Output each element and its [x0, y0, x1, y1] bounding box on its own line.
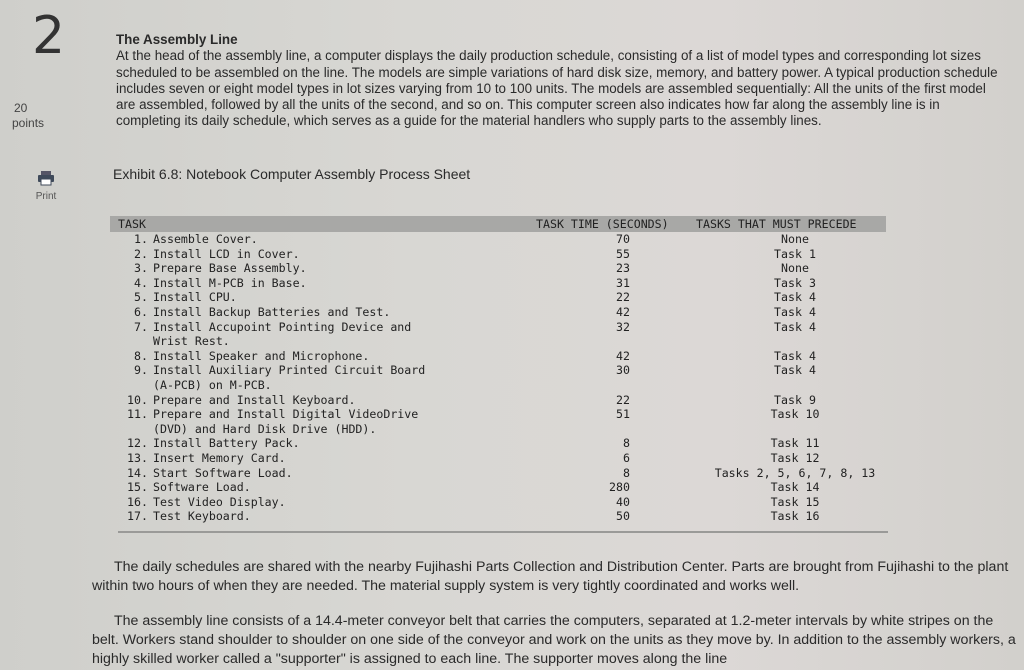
- section-title: The Assembly Line: [116, 32, 238, 47]
- task-predecessors: Task 14: [770, 480, 820, 495]
- table-row: [110, 305, 886, 320]
- task-predecessors: Task 16: [770, 509, 820, 524]
- task-description: Wrist Rest.: [153, 334, 230, 349]
- task-predecessors: Task 9: [774, 392, 816, 407]
- table-bottom-rule: [118, 531, 888, 533]
- question-number: 2: [32, 6, 66, 66]
- intro-paragraph: At the head of the assembly line, a computer displays the daily production schedule, consisting of a list of model types and corresponding lot sizes scheduled to be assembled on the line. The models are simple variations of hard disk size, memory, and battery power. A typical production schedule includes seven or eight model types in lot sizes varying from 10 to 100 units. The models are assembled sequentially: All the units of the first model are assembled, followed by all the units of the second, and so on. This computer screen also indicates how far along the assembly line is in completing its daily schedule, which serves as a guide for the material handlers who supply parts to the assembly lines.: [116, 48, 998, 129]
- table-row: [110, 407, 886, 422]
- table-row: [110, 232, 886, 247]
- task-time: 8: [623, 465, 630, 480]
- task-predecessors: None: [781, 261, 809, 276]
- print-label: Print: [35, 191, 57, 202]
- task-time: 42: [616, 348, 630, 363]
- task-predecessors: Task 11: [770, 436, 820, 451]
- task-description: Assemble Cover.: [153, 232, 258, 246]
- task-time: 30: [616, 363, 630, 378]
- table-row: [110, 509, 886, 524]
- task-description: Prepare Base Assembly.: [153, 261, 307, 276]
- table-row: [110, 451, 886, 466]
- task-number: 16.: [127, 494, 148, 509]
- table-row: [110, 466, 886, 481]
- task-description: Prepare and Install Keyboard.: [153, 392, 356, 407]
- exhibit-title: Exhibit 6.8: Notebook Computer Assembly Process Sheet: [113, 166, 471, 182]
- task-number: 15.: [127, 480, 148, 495]
- task-number: 9.: [134, 363, 148, 378]
- task-description: Install LCD in Cover.: [153, 246, 300, 261]
- table-row: [110, 290, 886, 305]
- task-time: 50: [616, 509, 630, 524]
- header-task: TASK: [118, 217, 146, 231]
- table-row: [110, 422, 886, 437]
- task-number: 10.: [127, 392, 148, 407]
- task-predecessors: Task 4: [774, 348, 816, 363]
- table-row: [110, 261, 886, 276]
- paragraph-conveyor: The assembly line consists of a 14.4-meter conveyor belt that carries the computers, separated at 1.2-meter intervals by white stripes on the belt. Workers stand shoulder to shoulder on one side of the conveyor and work on the units as they move by. In addition to the assembly workers, a highly skilled worker called a "supporter" is assigned to each line. The supporter moves along the line: [92, 613, 1016, 667]
- task-time: 22: [616, 290, 630, 305]
- task-time: 42: [616, 304, 630, 319]
- print-button[interactable]: [30, 170, 62, 204]
- table-row: [110, 320, 886, 335]
- task-predecessors: Task 15: [770, 494, 820, 509]
- header-precede: TASKS THAT MUST PRECEDE: [696, 217, 857, 231]
- task-description: Install CPU.: [153, 290, 237, 305]
- task-number: 17.: [127, 509, 148, 524]
- task-description: Insert Memory Card.: [153, 450, 286, 465]
- task-predecessors: Task 12: [770, 450, 820, 465]
- task-number: 14.: [127, 465, 148, 480]
- task-description: Software Load.: [153, 480, 251, 495]
- task-predecessors: Task 10: [770, 407, 820, 422]
- task-description: (DVD) and Hard Disk Drive (HDD).: [153, 421, 377, 436]
- task-description: (A-PCB) on M-PCB.: [153, 377, 272, 392]
- task-time: 6: [623, 450, 630, 465]
- table-row: [110, 378, 886, 393]
- paragraph-supply: The daily schedules are shared with the nearby Fujihashi Parts Collection and Distribution Center. Parts are brought from Fujihashi to the plant within two hours of when they are needed. The material supply system is very tightly coordinated and works well.: [92, 559, 1009, 594]
- question-body: [116, 32, 1006, 130]
- header-time: TASK TIME (SECONDS): [536, 217, 669, 231]
- task-time: 23: [616, 261, 630, 276]
- task-time: 51: [616, 407, 630, 422]
- task-description: Install M-PCB in Base.: [153, 275, 307, 290]
- points-label: points: [12, 116, 45, 130]
- table-row: [110, 480, 886, 495]
- task-description: Install Auxiliary Printed Circuit Board: [153, 363, 426, 378]
- task-time: 280: [609, 480, 630, 495]
- task-time: 31: [616, 275, 630, 290]
- task-description: Install Accupoint Pointing Device and: [153, 319, 412, 334]
- points-info: [12, 101, 44, 131]
- task-time: 32: [616, 319, 630, 334]
- table-row: [110, 334, 886, 349]
- task-description: Install Battery Pack.: [153, 436, 300, 451]
- task-number: 2.: [134, 246, 148, 261]
- task-time: 8: [623, 436, 630, 451]
- task-time: 22: [616, 392, 630, 407]
- task-time: 55: [616, 246, 630, 261]
- task-description: Install Backup Batteries and Test.: [153, 304, 391, 319]
- task-predecessors: Tasks 2, 5, 6, 7, 8, 13: [714, 465, 876, 480]
- task-description: Test Video Display.: [153, 494, 286, 509]
- table-row: [110, 276, 886, 291]
- printer-icon: [37, 170, 55, 186]
- process-sheet-table: [110, 216, 886, 524]
- task-predecessors: Task 1: [774, 246, 816, 261]
- task-number: 13.: [127, 450, 148, 465]
- task-predecessors: Task 4: [774, 290, 816, 305]
- task-number: 4.: [134, 275, 148, 290]
- table-row: [110, 436, 886, 451]
- table-row: [110, 495, 886, 510]
- task-predecessors: None: [781, 232, 809, 246]
- task-predecessors: Task 4: [774, 319, 816, 334]
- task-description: Test Keyboard.: [153, 509, 251, 524]
- task-number: 11.: [127, 407, 148, 422]
- task-description: Install Speaker and Microphone.: [153, 348, 370, 363]
- points-value: 20: [14, 101, 28, 115]
- table-row: [110, 349, 886, 364]
- task-time: 70: [616, 232, 630, 246]
- task-predecessors: Task 4: [774, 304, 816, 319]
- task-time: 40: [616, 494, 630, 509]
- task-number: 7.: [134, 319, 148, 334]
- table-row: [110, 363, 886, 378]
- task-number: 8.: [134, 348, 148, 363]
- task-number: 1.: [134, 232, 148, 246]
- task-number: 3.: [134, 261, 148, 276]
- task-number: 12.: [127, 436, 148, 451]
- table-header: [110, 216, 886, 232]
- task-number: 5.: [134, 290, 148, 305]
- task-predecessors: Task 4: [774, 363, 816, 378]
- task-predecessors: Task 3: [774, 275, 816, 290]
- table-row: [110, 393, 886, 408]
- task-number: 6.: [134, 304, 148, 319]
- table-row: [110, 247, 886, 262]
- task-description: Prepare and Install Digital VideoDrive: [153, 407, 419, 422]
- task-description: Start Software Load.: [153, 465, 293, 480]
